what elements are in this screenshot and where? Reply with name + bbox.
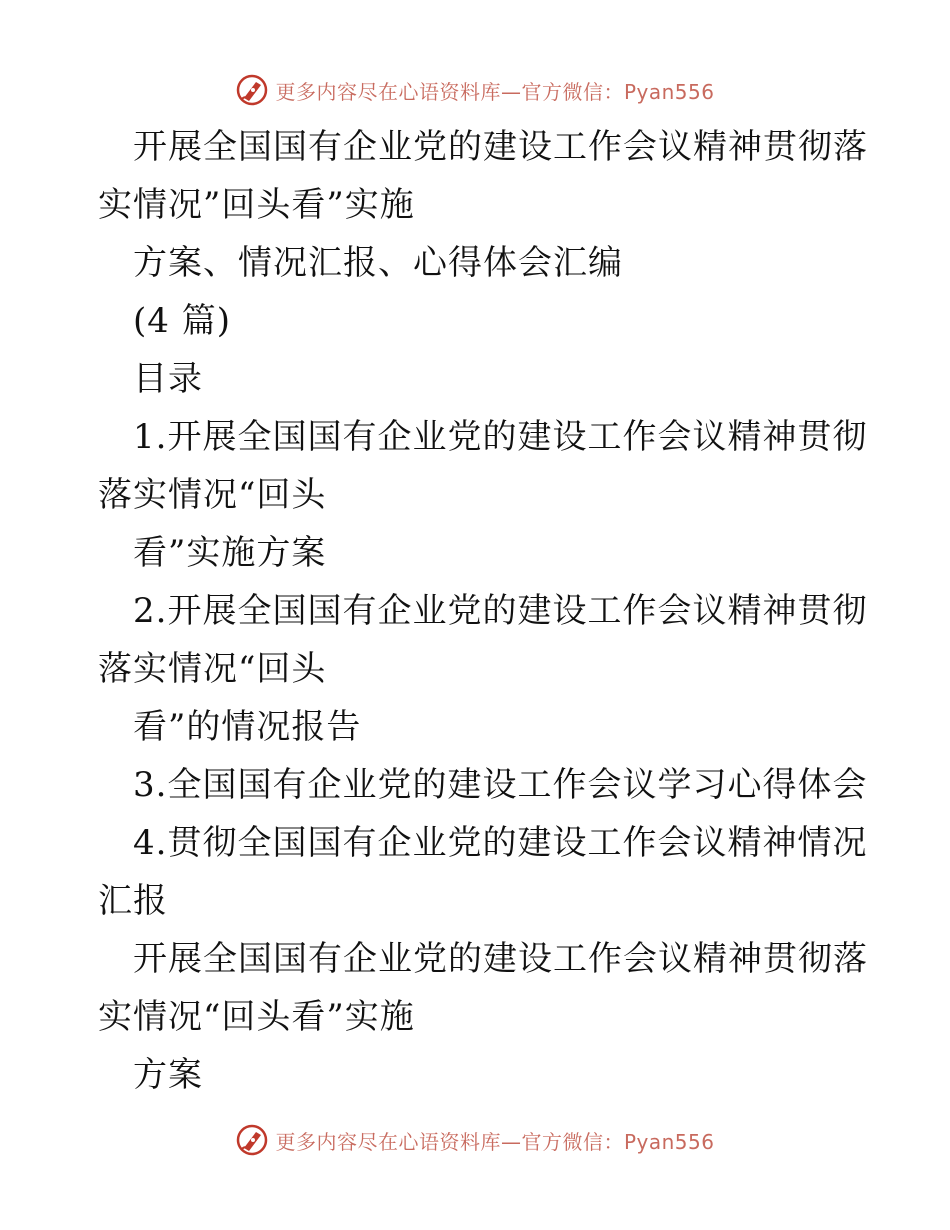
title-line-3: 方案、情况汇报、心得体会汇编 bbox=[133, 243, 623, 283]
pen-nib-logo-icon bbox=[235, 73, 269, 107]
toc-item-2-line-3: 看”的情况报告 bbox=[133, 707, 362, 747]
toc-item-4-line-2: 汇报 bbox=[98, 881, 168, 921]
section-title-line-2: 实情况“回头看”实施 bbox=[98, 997, 415, 1037]
pen-nib-logo-icon bbox=[235, 1123, 269, 1157]
toc-item-1-line-1: 1.开展全国国有企业党的建设工作会议精神贯彻 bbox=[133, 417, 868, 457]
footer-banner bbox=[0, 1120, 950, 1160]
title-count: (4 篇) bbox=[133, 301, 231, 341]
header-banner bbox=[0, 70, 950, 110]
toc-item-1-line-2: 落实情况“回头 bbox=[98, 475, 327, 515]
toc-item-2-line-2: 落实情况“回头 bbox=[98, 649, 327, 689]
toc-item-4-line-1: 4.贯彻全国国有企业党的建设工作会议精神情况 bbox=[133, 823, 868, 863]
header-banner-text: 更多内容尽在心语资料库—官方微信：Pyan556 bbox=[275, 79, 715, 104]
title-line-2: 实情况”回头看”实施 bbox=[98, 185, 415, 225]
toc-item-1-line-3: 看”实施方案 bbox=[133, 533, 327, 573]
toc-item-2-line-1: 2.开展全国国有企业党的建设工作会议精神贯彻 bbox=[133, 591, 868, 631]
footer-banner-text: 更多内容尽在心语资料库—官方微信：Pyan556 bbox=[275, 1129, 715, 1154]
toc-item-3: 3.全国国有企业党的建设工作会议学习心得体会 bbox=[133, 765, 868, 805]
title-line-1: 开展全国国有企业党的建设工作会议精神贯彻落 bbox=[133, 127, 868, 167]
section-title-line-1: 开展全国国有企业党的建设工作会议精神贯彻落 bbox=[133, 939, 868, 979]
section-title-line-3: 方案 bbox=[133, 1055, 203, 1095]
toc-heading: 目录 bbox=[133, 359, 203, 399]
